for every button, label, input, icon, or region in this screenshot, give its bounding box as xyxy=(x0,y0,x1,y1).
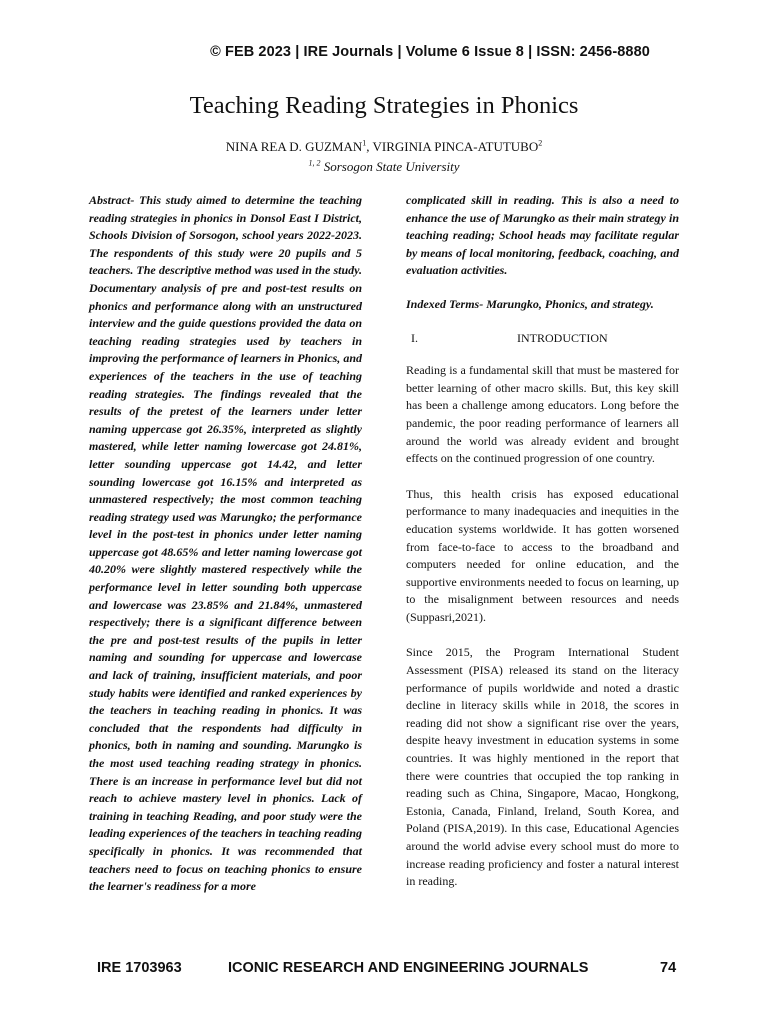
body-paragraph: Thus, this health crisis has exposed educational performance to many inadequacies and inequities in the education systems worldwide. It has gotten worsened from face-to-face to access to the broadband and computers needed for online education, and the supportive environments needed to focus on learning, up to the misalignment between resources and needs (Suppasri,2021). xyxy=(406,486,679,624)
indexed-terms: Indexed Terms- Marungko, Phonics, and strategy. xyxy=(406,296,654,311)
affiliation-name: Sorsogon State University xyxy=(320,159,460,174)
affiliation-mark: 1, 2 xyxy=(308,158,321,168)
left-column xyxy=(89,192,362,896)
section-number: I. xyxy=(411,330,418,345)
footer-paper-id: IRE 1703963 xyxy=(97,960,182,976)
author-2-affiliation-mark: 2 xyxy=(538,138,543,148)
section-heading xyxy=(406,330,679,348)
journal-header xyxy=(0,44,768,60)
footer-journal-name: ICONIC RESEARCH AND ENGINEERING JOURNALS xyxy=(228,960,589,976)
footer-page-number: 74 xyxy=(660,960,677,976)
abstract: Abstract- This study aimed to determine the teaching reading strategies in phonics in Donsol East I District, Schools Division of Sorsogon, school years 2022-2023. The respondents of this study were 20 pupils and 5 teachers. The descriptive method was used in the study. Documentary analysis of pre and post-test results on phonics and performance along with an unstructured interview and the guide questions provided the data on teaching reading strategies used by teachers in improving the performance of learners in Phonics, and experiences of the teachers in the use of teaching reading strategies. The findings revealed that the results of the pretest of the learners under letter naming uppercase got 26.35%, interpreted as slightly mastered, while letter naming lowercase got 24.81%, letter sounding uppercase got 14.42, and letter sounding lowercase got 16.15% and interpreted as unmastered respectively; the most common teaching reading strategy used was Marungko; the performance level in the post-test in phonics under letter naming uppercase got 48.65% and letter naming lowercase got 40.20% were slightly mastered respectively while the performance level in letter sounding both uppercase and lowercase was 23.85% and 21.84%, unmastered respectively; there is a significant difference between the pre and post-test results of the pupils in letter naming and sounding for uppercase and lowercase and lack of training, insufficient materials, and poor study habits were identified and ranked experiences by the teachers in teaching reading in phonics. It was concluded that the respondents had difficulty in phonics, both in naming and sounding. Marungko is the most used teaching reading strategy in phonics. There is an increase in performance level but did not reach to achieve mastery level in phonics. Lack of training in teaching Reading, and poor study were the leading experiences of the teachers in teaching reading specifically in phonics. It was recommended that teachers need to focus on teaching phonics to ensure the learner's readiness for a more xyxy=(89,193,362,894)
author-1: NINA REA D. GUZMAN xyxy=(225,139,363,154)
paper-title: Teaching Reading Strategies in Phonics xyxy=(189,92,579,119)
author-2: VIRGINIA PINCA-ATUTUBO xyxy=(372,139,539,154)
right-column xyxy=(406,192,679,891)
affiliation-line xyxy=(0,159,768,175)
abstract-continued: complicated skill in reading. This is also a need to enhance the use of Marungko as their main strategy in teaching reading; School heads may facilitate regular by means of local monitoring, feedback, coaching, and evaluation activities. xyxy=(406,193,679,278)
journal-header-text: © FEB 2023 | IRE Journals | Volume 6 Issue 8 | ISSN: 2456-8880 xyxy=(210,44,650,60)
section-title: INTRODUCTION xyxy=(517,330,608,345)
body-paragraph: Reading is a fundamental skill that must be mastered for better learning of other macro skills. But, this key skill has been a challenge among educators. Long before the pandemic, the poor reading performance of learners all around the world was already evident and brought effects on the continued progression of one country. xyxy=(406,363,679,466)
author-line xyxy=(0,139,768,155)
body-paragraph: Since 2015, the Program International Student Assessment (PISA) released its stand on the literacy performance of pupils worldwide and noted a drastic decline in literacy skills while in 2018, the scores in reading did not show a significant rise over the years, despite heavy investment in education systems in some countries. It was highly mentioned in the report that there were countries that occupied the top ranking in reading such as China, Singapore, Macao, Hongkong, Estonia, Canada, Finland, Ireland, South Korea, and Poland (PISA,2019). In this case, Educational Agencies around the world advise every school must do more to increase reading proficiency and foster a natural interest in reading. xyxy=(406,645,679,889)
author-separator: , xyxy=(366,139,373,154)
author-1-affiliation-mark: 1 xyxy=(362,138,367,148)
